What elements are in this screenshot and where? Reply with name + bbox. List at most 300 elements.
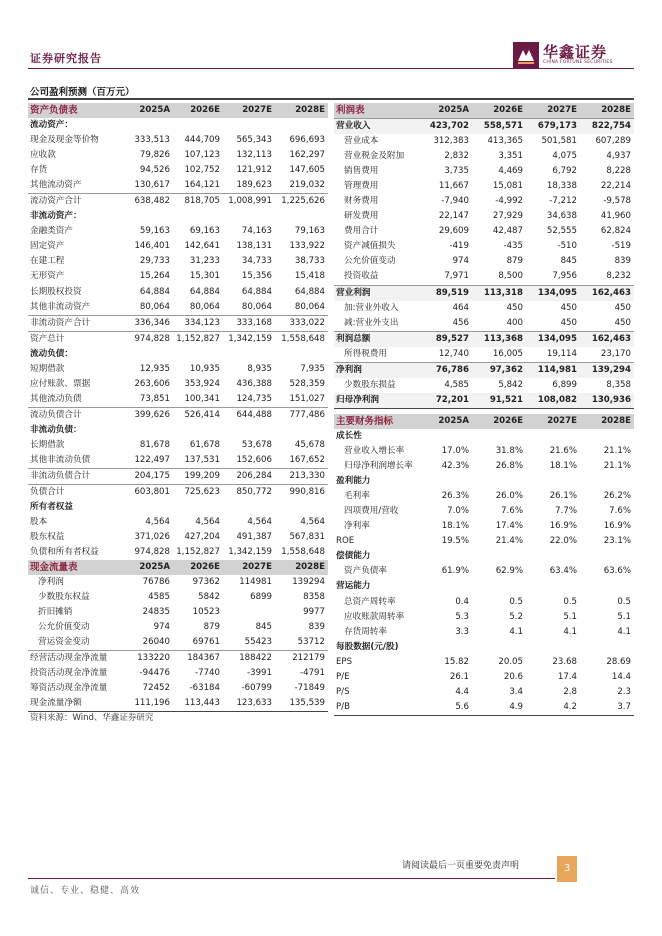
income-cell: 607,289 <box>595 136 631 147</box>
ratios-cell <box>526 579 580 594</box>
income-cell: 8,358 <box>606 379 631 390</box>
income-cell: 456 <box>452 317 469 328</box>
income-cell: 22,147 <box>438 211 469 222</box>
income-cell: 400 <box>506 317 523 328</box>
ratios-cell: 4.9 <box>472 700 526 716</box>
cashflow-row <box>28 605 328 620</box>
income-cell: 134,095 <box>526 285 580 301</box>
balance-cell: 206,284 <box>223 469 275 485</box>
income-cell: 679,173 <box>526 119 580 135</box>
balance-cell <box>275 118 328 133</box>
balance-row <box>28 300 328 316</box>
ratios-row <box>334 549 634 564</box>
ratios-cell: 2.8 <box>563 686 577 697</box>
balance-cell: 1,342,159 <box>223 545 275 561</box>
income-cell: 4,075 <box>552 151 577 162</box>
balance-cell: 12,935 <box>139 363 170 374</box>
cashflow-row <box>28 651 328 667</box>
balance-cell: 122,497 <box>134 455 170 466</box>
logo-en: CHINA FORTUNE SECURITIES <box>543 60 613 65</box>
income-cell: -4,992 <box>495 196 523 207</box>
income-cell: 72,201 <box>418 393 472 409</box>
ratios-cell: 14.4 <box>611 671 631 682</box>
ratios-cell: 20.05 <box>498 656 523 667</box>
income-cell: 464 <box>452 302 469 313</box>
income-row <box>334 119 634 135</box>
income-row <box>334 254 634 269</box>
income-cell: 8,228 <box>606 166 631 177</box>
cashflow-row-label: 折旧摊销 <box>38 607 73 618</box>
report-type-label: 证券研究报告 <box>30 52 102 65</box>
cashflow-cell: 111,196 <box>121 696 173 712</box>
balance-cell: 74,163 <box>241 226 272 237</box>
balance-row-label: 流动负债： <box>30 348 73 359</box>
income-row-label: 少数股东损益 <box>344 379 396 390</box>
balance-cell <box>275 209 328 224</box>
cashflow-row-label: 公允价值变动 <box>38 622 90 633</box>
ratios-header-row <box>334 414 634 429</box>
balance-row <box>28 133 328 148</box>
ratios-row-label: P/E <box>336 671 350 682</box>
cashflow-cell: 184367 <box>173 651 223 667</box>
balance-title: 资产负债表 <box>28 103 121 118</box>
balance-cell: 45,678 <box>294 440 325 450</box>
ratios-cell: 16.9% <box>603 521 631 532</box>
ratios-cell <box>580 429 634 444</box>
income-cell: 4,585 <box>444 379 469 390</box>
ratios-cell <box>472 640 526 655</box>
balance-cell: 59,163 <box>139 226 170 237</box>
balance-col-header: 2028E <box>275 103 328 118</box>
ratios-cell <box>418 549 472 564</box>
balance-cell: 850,772 <box>223 485 275 501</box>
ratios-row <box>334 610 634 625</box>
balance-cell: 7,935 <box>300 363 325 374</box>
balance-row-label: 存货 <box>30 165 48 176</box>
balance-row-label: 流动负债合计 <box>28 407 121 423</box>
income-cell: 5,842 <box>498 379 523 390</box>
balance-row-label: 金融类资产 <box>30 226 73 237</box>
ratios-cell <box>580 579 634 594</box>
income-row-label: 归母净利润 <box>334 393 418 409</box>
ratios-cell: 23.68 <box>552 656 577 667</box>
cashflow-cell: 113,443 <box>173 696 223 712</box>
cashflow-cell: 188422 <box>223 651 275 667</box>
cashflow-cell: 845 <box>255 622 272 633</box>
balance-cell: 353,924 <box>184 378 220 389</box>
ratios-cell: 4.1 <box>509 626 523 637</box>
ratios-col-header: 2027E <box>526 414 580 429</box>
ratios-row <box>334 670 634 685</box>
balance-cell <box>223 500 275 515</box>
ratios-cell <box>472 549 526 564</box>
balance-cell: 102,752 <box>184 165 220 176</box>
income-cell: 413,365 <box>487 136 523 147</box>
ratios-row-label: 盈利能力 <box>336 476 371 487</box>
income-cell: 29,609 <box>438 226 469 237</box>
income-row <box>334 239 634 254</box>
balance-row <box>28 453 328 469</box>
cashflow-row <box>28 590 328 605</box>
ratios-col-header: 2028E <box>580 414 634 429</box>
income-row-label: 净利润 <box>334 362 418 378</box>
cashflow-cell <box>223 605 275 620</box>
balance-cell: 1,225,626 <box>275 194 328 210</box>
cashflow-cell: 9977 <box>303 607 325 618</box>
balance-row-label: 现金及现金等价物 <box>30 135 99 146</box>
balance-cell: 15,356 <box>241 271 272 282</box>
cashflow-cell: 53712 <box>297 637 325 648</box>
cashflow-cell: -3991 <box>247 668 272 679</box>
balance-cell: 167,652 <box>289 455 325 466</box>
income-cell: 7,956 <box>552 271 577 282</box>
balance-cell: 152,606 <box>236 455 272 466</box>
balance-row-label: 短期借款 <box>30 363 65 374</box>
balance-cell: 399,626 <box>121 407 173 423</box>
cashflow-row-label: 筹资活动现金净流量 <box>30 683 108 694</box>
balance-cell: 138,131 <box>236 241 272 252</box>
balance-row <box>28 194 328 210</box>
ratios-cell: 21.1% <box>603 461 631 472</box>
ratios-cell: 3.4 <box>509 686 523 697</box>
ratios-cell: 26.2% <box>603 491 631 502</box>
cashflow-col-header: 2025A <box>121 560 173 575</box>
balance-cell <box>173 209 223 224</box>
ratios-cell: 61.9% <box>441 566 469 577</box>
income-col-header: 2027E <box>526 103 580 119</box>
ratios-row <box>334 519 634 534</box>
cashflow-cell: -60799 <box>241 683 272 694</box>
balance-row-label: 长期借款 <box>30 440 65 450</box>
income-row-label: 营业成本 <box>344 136 379 147</box>
ratios-cell <box>418 640 472 655</box>
income-cell: 22,214 <box>600 181 631 192</box>
ratios-row <box>334 700 634 716</box>
ratios-cell: 0.5 <box>563 596 577 607</box>
income-row-label: 费用合计 <box>344 226 379 237</box>
cashflow-row <box>28 666 328 681</box>
balance-row-label: 应付账款、票据 <box>30 378 91 389</box>
ratios-col-header: 2025A <box>418 414 472 429</box>
ratios-cell: 7.7% <box>555 506 577 517</box>
page-caption: 公司盈利预测（百万元） <box>30 87 135 98</box>
balance-col-header: 2026E <box>173 103 223 118</box>
ratios-row <box>334 534 634 549</box>
balance-cell <box>223 118 275 133</box>
ratios-cell: 17.4% <box>495 521 523 532</box>
income-cell: 450 <box>614 302 631 313</box>
balance-row <box>28 392 328 408</box>
income-row <box>334 224 634 239</box>
ratios-cell: 26.1% <box>549 491 577 502</box>
ratios-cell <box>526 429 580 444</box>
income-cell: 162,463 <box>580 285 634 301</box>
balance-row-label: 固定资产 <box>30 241 65 252</box>
balance-row-label: 非流动资产： <box>30 211 82 222</box>
income-cell: 4,937 <box>606 151 631 162</box>
cashflow-cell: 72452 <box>142 683 170 694</box>
balance-cell <box>223 423 275 438</box>
income-cell: 113,368 <box>472 331 526 347</box>
ratios-cell: 17.0% <box>441 446 469 457</box>
income-cell: 23,170 <box>600 348 631 359</box>
ratios-cell: 16.9% <box>549 521 577 532</box>
balance-row-label: 流动资产合计 <box>28 194 121 210</box>
balance-cell: 1,152,827 <box>173 545 223 561</box>
balance-row <box>28 347 328 362</box>
income-cell: 450 <box>506 302 523 313</box>
income-cell: 76,786 <box>418 362 472 378</box>
balance-cell: 15,418 <box>294 271 325 282</box>
cashflow-cell: -71849 <box>294 683 325 694</box>
balance-cell <box>173 423 223 438</box>
ratios-cell: 26.1 <box>449 671 469 682</box>
balance-cell: 974,828 <box>121 331 173 347</box>
balance-row-label: 资产总计 <box>28 331 121 347</box>
ratios-cell: 28.69 <box>606 656 631 667</box>
ratios-cell <box>526 640 580 655</box>
income-cell: 42,487 <box>492 226 523 237</box>
balance-cell: 990,816 <box>275 485 328 501</box>
cashflow-col-header: 2026E <box>173 560 223 575</box>
balance-cell: 79,826 <box>139 150 170 161</box>
balance-cell: 638,482 <box>121 194 173 210</box>
data-source-note: 资料来源：Wind、华鑫证券研究 <box>30 713 154 723</box>
ratios-cell: 7.0% <box>447 506 469 517</box>
balance-cell <box>121 118 173 133</box>
ratios-row <box>334 685 634 700</box>
balance-cell <box>275 347 328 362</box>
balance-cell: 107,123 <box>184 150 220 161</box>
cashflow-cell: 10523 <box>192 607 220 618</box>
ratios-row-label: 应收账款周转率 <box>344 611 405 622</box>
balance-row <box>28 209 328 224</box>
balance-cell: 130,617 <box>134 180 170 191</box>
balance-cell: 137,531 <box>184 455 220 466</box>
income-row-label: 所得税费用 <box>344 348 387 359</box>
balance-row <box>28 469 328 485</box>
balance-cell: 146,401 <box>134 241 170 252</box>
cashflow-cell: 8358 <box>303 592 325 603</box>
balance-cell: 164,121 <box>184 180 220 191</box>
balance-cell: 81,678 <box>139 440 170 450</box>
balance-cell: 8,935 <box>247 363 272 374</box>
income-row-label: 销售费用 <box>344 166 379 177</box>
income-row <box>334 393 634 409</box>
balance-cell: 974,828 <box>121 545 173 561</box>
balance-row <box>28 438 328 453</box>
ratios-row-label: P/B <box>334 700 418 716</box>
balance-row-label: 股本 <box>30 517 48 528</box>
income-cell: 139,294 <box>580 362 634 378</box>
balance-row <box>28 224 328 239</box>
balance-cell: 204,175 <box>121 469 173 485</box>
balance-cell: 80,064 <box>294 301 325 312</box>
cashflow-row-label: 现金流量净额 <box>28 696 121 712</box>
balance-cell: 10,935 <box>189 363 220 374</box>
ratios-row-label: 偿债能力 <box>336 551 371 562</box>
ratios-row-label: 营运能力 <box>336 581 371 592</box>
balance-cell: 491,387 <box>236 532 272 543</box>
income-cell: -435 <box>503 241 523 252</box>
balance-cell: 133,922 <box>289 241 325 252</box>
income-cell: 423,702 <box>418 119 472 135</box>
cashflow-cell: 879 <box>203 622 220 633</box>
income-cell: 3,735 <box>444 166 469 177</box>
balance-row <box>28 178 328 194</box>
ratios-row-label: EPS <box>336 656 353 667</box>
balance-row <box>28 148 328 163</box>
balance-row <box>28 407 328 423</box>
financial-ratios-table <box>334 414 634 716</box>
balance-row-label: 在建工程 <box>30 256 65 267</box>
balance-row-label: 股东权益 <box>30 532 65 543</box>
ratios-cell: 19.5% <box>441 536 469 547</box>
ratios-row <box>334 474 634 489</box>
ratios-row <box>334 655 634 670</box>
cashflow-cell: 69761 <box>192 637 220 648</box>
balance-cell: 333,168 <box>223 315 275 331</box>
income-row <box>334 194 634 209</box>
ratios-row-label: ROE <box>336 536 355 547</box>
balance-row <box>28 515 328 530</box>
cashflow-row <box>28 681 328 696</box>
income-row <box>334 316 634 332</box>
ratios-row <box>334 579 634 594</box>
income-cell: 12,740 <box>438 348 469 359</box>
ratios-cell <box>580 474 634 489</box>
ratios-row <box>334 489 634 504</box>
ratios-row <box>334 444 634 459</box>
balance-cell: 38,733 <box>294 256 325 267</box>
income-cell: 839 <box>614 256 631 267</box>
ratios-row-label: P/S <box>336 686 350 697</box>
ratios-row-label: 每股数据(元/股) <box>336 641 399 652</box>
income-cell: 89,519 <box>418 285 472 301</box>
ratios-cell: 5.1 <box>563 611 577 622</box>
balance-row-label: 其他非流动负债 <box>30 455 91 466</box>
balance-row <box>28 269 328 284</box>
ratios-cell: 21.6% <box>549 446 577 457</box>
ratios-cell: 63.6% <box>603 566 631 577</box>
ratios-cell <box>418 429 472 444</box>
income-cell: 11,667 <box>438 181 469 192</box>
income-col-header: 2025A <box>418 103 472 119</box>
ratios-row-label: 营业收入增长率 <box>344 446 405 457</box>
page-number-badge: 3 <box>557 856 577 882</box>
cashflow-row-label: 投资活动现金净流量 <box>30 668 108 679</box>
ratios-cell: 5.3 <box>455 611 469 622</box>
balance-cell: 4,564 <box>145 517 170 528</box>
balance-row-label: 所有者权益 <box>30 502 73 513</box>
balance-cell: 603,801 <box>121 485 173 501</box>
balance-cell: 213,330 <box>275 469 328 485</box>
ratios-cell: 4.1 <box>617 626 631 637</box>
balance-cell: 444,709 <box>184 135 220 146</box>
income-row-label: 管理费用 <box>344 181 379 192</box>
balance-cell: 142,641 <box>184 241 220 252</box>
balance-cell: 61,678 <box>189 440 220 450</box>
balance-row <box>28 163 328 178</box>
income-cell: 879 <box>506 256 523 267</box>
balance-cell: 34,733 <box>241 256 272 267</box>
balance-cell: 371,026 <box>134 532 170 543</box>
balance-cell: 4,564 <box>247 517 272 528</box>
ratios-cell: 0.5 <box>617 596 631 607</box>
income-cell: -7,940 <box>441 196 469 207</box>
balance-cell: 64,884 <box>139 286 170 297</box>
ratios-row-label: 净利率 <box>344 521 370 532</box>
balance-row <box>28 331 328 347</box>
cashflow-col-header: 2027E <box>223 560 275 575</box>
balance-cell: 80,064 <box>139 301 170 312</box>
balance-cell <box>173 118 223 133</box>
balance-cell: 263,606 <box>134 378 170 389</box>
balance-row-label: 非流动资产合计 <box>28 315 121 331</box>
ratios-cell: 4.2 <box>526 700 580 716</box>
income-row-label: 加:营业外收入 <box>344 302 399 313</box>
income-cell: 162,463 <box>580 331 634 347</box>
ratios-cell <box>472 579 526 594</box>
ratios-cell: 15.82 <box>444 656 469 667</box>
caption-divider <box>28 98 634 100</box>
balance-cell: 1,558,648 <box>275 331 328 347</box>
balance-row <box>28 377 328 392</box>
ratios-cell: 26.3% <box>441 491 469 502</box>
income-cell: -7,212 <box>549 196 577 207</box>
cashflow-header-row <box>28 560 328 575</box>
ratios-cell <box>580 640 634 655</box>
balance-row <box>28 423 328 438</box>
balance-cell <box>121 423 173 438</box>
balance-cell <box>223 209 275 224</box>
income-cell: 4,469 <box>498 166 523 177</box>
disclaimer-note[interactable]: 请阅读最后一页重要免责声明 <box>402 861 520 871</box>
income-cell: 2,832 <box>444 151 469 162</box>
balance-row <box>28 118 328 133</box>
balance-cell: 696,693 <box>289 135 325 146</box>
balance-cell: 69,163 <box>189 226 220 237</box>
cashflow-cell: -94476 <box>139 668 170 679</box>
cashflow-cell: -63184 <box>189 683 220 694</box>
balance-row-label: 应收款 <box>30 150 56 161</box>
income-cell: 91,521 <box>472 393 526 409</box>
balance-cell: 725,623 <box>173 485 223 501</box>
income-cell: 34,638 <box>546 211 577 222</box>
ratios-cell: 17.4 <box>557 671 577 682</box>
income-cell: 501,581 <box>541 136 577 147</box>
cash-flow-table <box>28 560 328 712</box>
balance-cell: 132,113 <box>236 150 272 161</box>
ratios-cell: 31.8% <box>495 446 523 457</box>
balance-cell <box>173 500 223 515</box>
ratios-cell: 2.3 <box>617 686 631 697</box>
ratios-cell: 7.6% <box>501 506 523 517</box>
ratios-cell: 22.0% <box>549 536 577 547</box>
cashflow-cell: -4791 <box>300 668 325 679</box>
balance-row <box>28 545 328 561</box>
balance-row-label: 负债合计 <box>28 485 121 501</box>
income-cell: 97,362 <box>472 362 526 378</box>
income-cell: 8,232 <box>606 271 631 282</box>
balance-row-label: 非流动负债： <box>30 424 82 435</box>
balance-cell: 151,027 <box>289 393 325 404</box>
ratios-cell <box>526 549 580 564</box>
balance-cell <box>121 209 173 224</box>
balance-cell: 94,526 <box>139 165 170 176</box>
ratios-row-label: 资产负债率 <box>344 566 387 577</box>
balance-row <box>28 285 328 300</box>
